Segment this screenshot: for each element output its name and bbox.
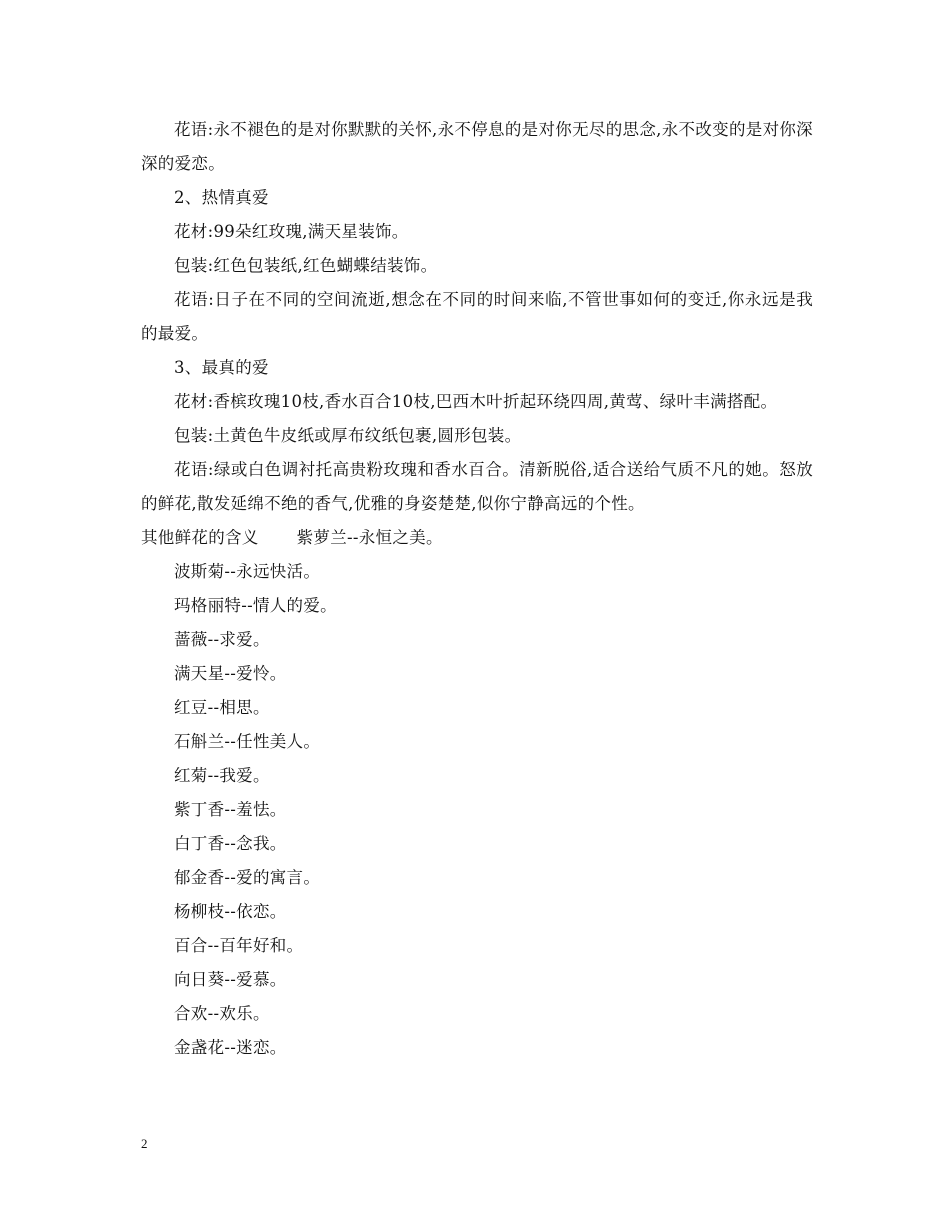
numbered-heading: 3、最真的爱 — [174, 358, 269, 377]
paragraph: 花材:香槟玫瑰10枝,香水百合10枝,巴西木叶折起环绕四周,黄莺、绿叶丰满搭配。 — [174, 392, 778, 411]
list-item: 合欢--欢乐。 — [174, 1004, 270, 1023]
page-number: 2 — [141, 1136, 148, 1151]
list-item: 蔷薇--求爱。 — [174, 630, 270, 649]
numbered-heading: 2、热情真爱 — [174, 188, 269, 207]
list-item: 郁金香--爱的寓言。 — [174, 868, 321, 887]
section-line — [141, 521, 813, 555]
list-item: 满天星--爱怜。 — [174, 664, 287, 683]
section-heading: 其他鲜花的含义 — [141, 528, 259, 547]
paragraph: 包装:土黄色牛皮纸或厚布纹纸包裹,圆形包装。 — [174, 426, 522, 445]
list-item: 玛格丽特--情人的爱。 — [174, 596, 337, 615]
paragraph: 花语:绿或白色调衬托高贵粉玫瑰和香水百合。清新脱俗,适合送给气质不凡的她。怒放的鲜花,散发延绵不绝的香气,优雅的身姿楚楚,似你宁静高远的个性。 — [141, 460, 813, 513]
paragraph: 花材:99朵红玫瑰,满天星装饰。 — [174, 222, 409, 241]
list-item: 波斯菊--永远快活。 — [174, 562, 321, 581]
list-item: 向日葵--爱慕。 — [174, 970, 287, 989]
document-body — [141, 113, 813, 1065]
list-item: 白丁香--念我。 — [174, 834, 287, 853]
list-item: 红菊--我爱。 — [174, 766, 270, 785]
list-item: 紫丁香--羞怯。 — [174, 800, 287, 819]
list-item: 红豆--相思。 — [174, 698, 270, 717]
paragraph: 包装:红色包装纸,红色蝴蝶结装饰。 — [174, 256, 438, 275]
paragraph: 花语:日子在不同的空间流逝,想念在不同的时间来临,不管世事如何的变迁,你永远是我的最爱。 — [141, 290, 813, 343]
list-item: 杨柳枝--依恋。 — [174, 902, 287, 921]
list-item: 百合--百年好和。 — [174, 936, 304, 955]
list-item: 石斛兰--任性美人。 — [174, 732, 321, 751]
list-item: 紫萝兰--永恒之美。 — [296, 528, 443, 547]
paragraph: 花语:永不褪色的是对你默默的关怀,永不停息的是对你无尽的思念,永不改变的是对你深深的爱恋。 — [141, 120, 813, 173]
list-item: 金盏花--迷恋。 — [174, 1038, 287, 1057]
